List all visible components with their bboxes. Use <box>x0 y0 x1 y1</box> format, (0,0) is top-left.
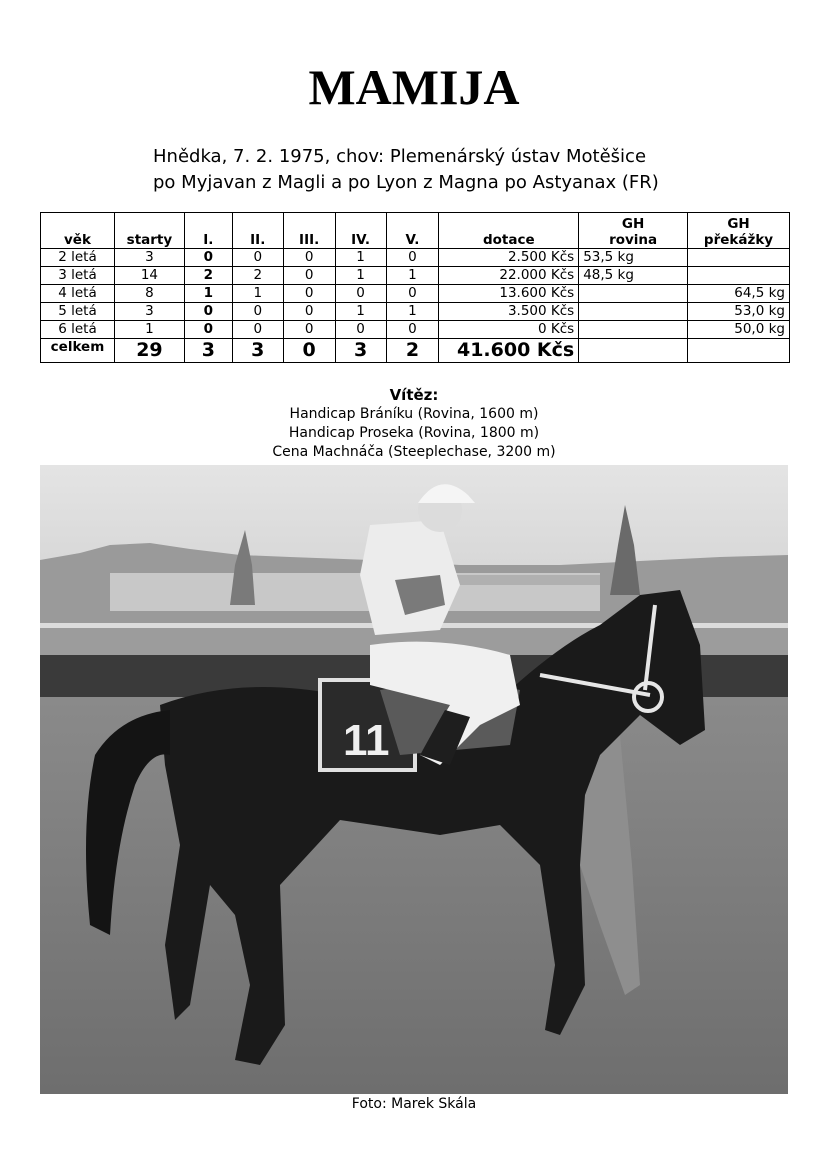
winner-title: Vítěz: <box>389 386 439 404</box>
table-cell: 0 <box>232 303 283 321</box>
table-cell <box>688 267 790 285</box>
table-cell: 0 <box>232 321 283 339</box>
table-cell: 2.500 Kčs <box>439 249 579 267</box>
table-header-row <box>41 213 790 249</box>
table-total-row <box>41 339 790 363</box>
table-cell: 0 <box>335 321 386 339</box>
table-cell: 1 <box>184 285 232 303</box>
table-cell: 29 <box>114 339 184 363</box>
table-cell: 0 <box>386 285 439 303</box>
saddle-number: 11 <box>343 716 390 765</box>
table-cell: 3 <box>335 339 386 363</box>
table-cell: 5 letá <box>41 303 115 321</box>
header-text: GH <box>727 216 750 232</box>
table-cell: 2 <box>386 339 439 363</box>
table-row <box>41 267 790 285</box>
table-cell: 0 <box>283 249 335 267</box>
table-cell: 14 <box>114 267 184 285</box>
table-row <box>41 285 790 303</box>
table-cell: 0 <box>283 285 335 303</box>
header-text: GH <box>621 216 645 232</box>
winner-race: Handicap Bráníku (Rovina, 1600 m) <box>289 406 539 422</box>
table-cell: 2 <box>184 267 232 285</box>
header-text: rovina <box>609 232 658 248</box>
table-cell: 1 <box>232 285 283 303</box>
photo-credit: Foto: Marek Skála <box>351 1096 477 1112</box>
table-cell: 0 <box>386 249 439 267</box>
table-cell: 1 <box>335 249 386 267</box>
table-cell: 3 <box>232 339 283 363</box>
table-cell: 0 <box>283 303 335 321</box>
table-cell: 41.600 Kčs <box>439 339 579 363</box>
table-cell: 0 <box>335 285 386 303</box>
page-title: MAMIJA <box>308 59 520 115</box>
horse-info-line-2: po Myjavan z Magli a po Lyon z Magna po Astyanax (FR) <box>153 172 659 193</box>
table-cell: 2 letá <box>41 249 115 267</box>
column-header: dotace <box>439 213 579 249</box>
winner-section <box>0 386 828 462</box>
table-cell: 4 letá <box>41 285 115 303</box>
jockey-body <box>360 520 460 635</box>
table-cell <box>579 339 688 363</box>
table-row <box>41 321 790 339</box>
table-cell: 0 <box>386 321 439 339</box>
table-cell <box>688 339 790 363</box>
table-cell: 13.600 Kčs <box>439 285 579 303</box>
table-cell: 0 <box>283 339 335 363</box>
table-cell: 8 <box>114 285 184 303</box>
table-cell: 22.000 Kčs <box>439 267 579 285</box>
table-cell: 0 <box>283 321 335 339</box>
winner-race: Handicap Proseka (Rovina, 1800 m) <box>288 425 540 441</box>
column-header-gh-rovina <box>579 213 688 249</box>
table-row <box>41 249 790 267</box>
table-cell: 0 <box>184 321 232 339</box>
table-cell: 3.500 Kčs <box>439 303 579 321</box>
column-header: II. <box>232 213 283 249</box>
table-cell: 0 <box>283 267 335 285</box>
table-cell: 0 <box>184 249 232 267</box>
table-cell: 48,5 kg <box>579 267 688 285</box>
table-cell: 3 letá <box>41 267 115 285</box>
column-header-gh-prekazky <box>688 213 790 249</box>
column-header: IV. <box>335 213 386 249</box>
table-cell: 1 <box>386 267 439 285</box>
table-cell: 2 <box>232 267 283 285</box>
table-cell: 1 <box>335 303 386 321</box>
table-cell: 1 <box>114 321 184 339</box>
table-cell: 0 Kčs <box>439 321 579 339</box>
table-cell: celkem <box>41 339 115 363</box>
table-cell: 0 <box>232 249 283 267</box>
race-stats-table <box>40 212 790 363</box>
table-cell <box>579 303 688 321</box>
table-row <box>41 303 790 321</box>
header-text: překážky <box>703 232 774 248</box>
table-cell: 6 letá <box>41 321 115 339</box>
table-cell: 3 <box>114 249 184 267</box>
table-cell <box>579 321 688 339</box>
column-header: věk <box>41 213 115 249</box>
winner-race: Cena Machnáča (Steeplechase, 3200 m) <box>272 444 556 460</box>
table-cell: 1 <box>386 303 439 321</box>
column-header: I. <box>184 213 232 249</box>
horse-photo <box>40 465 788 1094</box>
table-cell <box>579 285 688 303</box>
table-cell: 50,0 kg <box>688 321 790 339</box>
table-cell: 64,5 kg <box>688 285 790 303</box>
column-header: V. <box>386 213 439 249</box>
table-cell: 53,0 kg <box>688 303 790 321</box>
table-cell <box>688 249 790 267</box>
table-cell: 1 <box>335 267 386 285</box>
horse-info-line-1: Hnědka, 7. 2. 1975, chov: Plemenárský ústav Motěšice <box>153 146 647 167</box>
table-cell: 3 <box>184 339 232 363</box>
table-cell: 0 <box>184 303 232 321</box>
table-cell: 53,5 kg <box>579 249 688 267</box>
column-header: III. <box>283 213 335 249</box>
table-cell: 3 <box>114 303 184 321</box>
horse-info <box>153 144 773 196</box>
column-header: starty <box>114 213 184 249</box>
